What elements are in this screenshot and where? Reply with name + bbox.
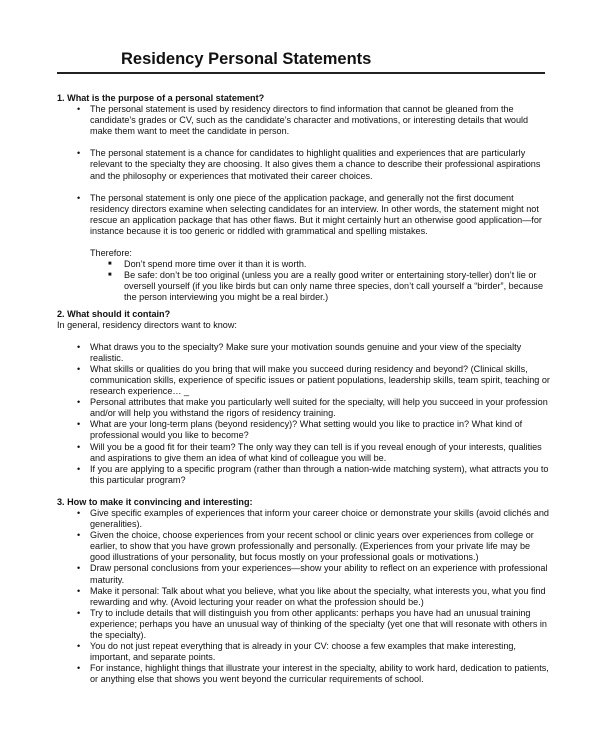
list-item: ■ Be safe: don’t be too original (unless you are a really good writer or entertaining story-teller) don’t lie or oversell yourself (if you like birds but can only name three species, don’t call yourself a “birder”, because the person interviewing you might be a real birder.) xyxy=(108,270,544,303)
bullet-icon: • xyxy=(77,397,81,408)
list-item: • Given the choice, choose experiences from your recent school or clinic years over experiences from college or earlier, to show that you have grown professionally and personally. (Experiences from your private life may be good illustrations of your personality, but focus mostly on your professional goals or motivations.) xyxy=(77,530,534,563)
bullet-icon: • xyxy=(77,508,81,518)
square-bullet-icon: ■ xyxy=(108,272,112,279)
bullet-icon: • xyxy=(77,607,81,618)
list-item: • The personal statement is a chance for candidates to highlight qualities and experiences that are particularly relevant to the specialty they are choosing. It also gives them a chance to describe their professional aspirations and the philosophy or experiences that motivated their career choices. xyxy=(77,148,541,181)
bullet-icon: • xyxy=(77,641,81,652)
list-item: • Personal attributes that make you particularly well suited for the specialty, will help you succeed in your profession and/or will help you withstand the rigors of residency training. xyxy=(77,397,548,419)
bullet-icon: • xyxy=(77,104,81,115)
bullet-icon: • xyxy=(77,441,81,452)
bullet-icon: • xyxy=(77,530,81,541)
list-item: ■ Don’t spend more time over it than it is worth. xyxy=(108,259,307,270)
bullet-icon: • xyxy=(77,585,81,596)
list-item: • You do not just repeat everything that is already in your CV: choose a few examples that make interesting, important, and separate points. xyxy=(77,641,516,663)
bullet-icon: • xyxy=(77,419,81,430)
list-item: • Draw personal conclusions from your experiences—show your ability to reflect on an experience with professional maturity. xyxy=(77,563,548,585)
bullet-icon: • xyxy=(77,148,81,159)
list-item: • Will you be a good fit for their team? The only way they can tell is if you reveal enough of your interests, qualities and aspirations to give them an idea of what kind of colleague you will be. xyxy=(77,441,542,463)
section-heading-convincing: 3. How to make it convincing and interesting: xyxy=(57,496,253,507)
list-item: • For instance, highlight things that illustrate your interest in the specialty, ability to work hard, dedication to patients, or anything else that shows you went beyond the curricular requirements of school. xyxy=(77,663,549,685)
section-intro: In general, residency directors want to know: xyxy=(57,319,237,330)
bullet-icon: • xyxy=(77,341,81,352)
title-underline xyxy=(57,72,545,74)
bullet-icon: • xyxy=(77,463,81,474)
bullet-icon: • xyxy=(77,563,81,574)
list-item: • Give specific examples of experiences that inform your career choice or demonstrate your skills (avoid clichés and generalities). xyxy=(77,508,549,530)
section-heading-purpose: 1. What is the purpose of a personal statement? xyxy=(57,93,265,103)
list-item: • What skills or qualities do you bring that will make you succeed during residency and beyond? (Clinical skills, communication skills, experience of specific issues or patient populations, leadership skills, team spirit, teaching or research experience… _ xyxy=(77,363,550,397)
list-item: • If you are applying to a specific program (rather than through a nation-wide matching system), what attracts you to this particular program? xyxy=(77,463,549,485)
therefore-list xyxy=(57,259,552,303)
bullet-icon: • xyxy=(77,192,81,203)
section-heading-contents: 2. What should it contain? xyxy=(57,308,171,319)
bullet-icon: • xyxy=(77,663,81,674)
convincing-list xyxy=(57,508,552,686)
document-body xyxy=(57,93,552,686)
square-bullet-icon: ■ xyxy=(108,261,112,268)
bullet-icon: • xyxy=(77,363,81,374)
list-item: • Try to include details that will distinguish you from other applicants: perhaps you have had an unusual training experience; perhaps you have an unusual way of thinking of the specialty (yet one that will resonate with others in the specialty). xyxy=(77,607,547,641)
list-item: • Make it personal: Talk about what you believe, what you like about the specialty, what interests you, what you find rewarding and why. (Avoid lecturing your reader on what the profession should be.) xyxy=(77,585,546,607)
list-item: • The personal statement is only one piece of the application package, and generally not the first document residency directors examine when selecting candidates for an interview. In other words, the statement might not rescue an application package that has other flaws. But it might certainly hurt an otherwise good application—for instance because it is too generic or riddled with grammatical and spelling mistakes. xyxy=(77,192,542,236)
purpose-list xyxy=(57,104,552,237)
list-item: • The personal statement is used by residency directors to find information that cannot be gleaned from the candidate’s grades or CV, such as the candidate’s character and motivations, or interesting details that would make them want to meet the candidate in person. xyxy=(77,104,529,137)
page-title: Residency Personal Statements xyxy=(121,50,372,68)
list-item: • What draws you to the specialty? Make sure your motivation sounds genuine and your view of the specialty realistic. xyxy=(77,341,522,363)
therefore-label: Therefore: xyxy=(90,248,132,259)
list-item: • What are your long-term plans (beyond residency)? What setting would you like to practice in? What kind of professional would you like to become? xyxy=(77,419,523,441)
contents-list xyxy=(57,342,552,486)
